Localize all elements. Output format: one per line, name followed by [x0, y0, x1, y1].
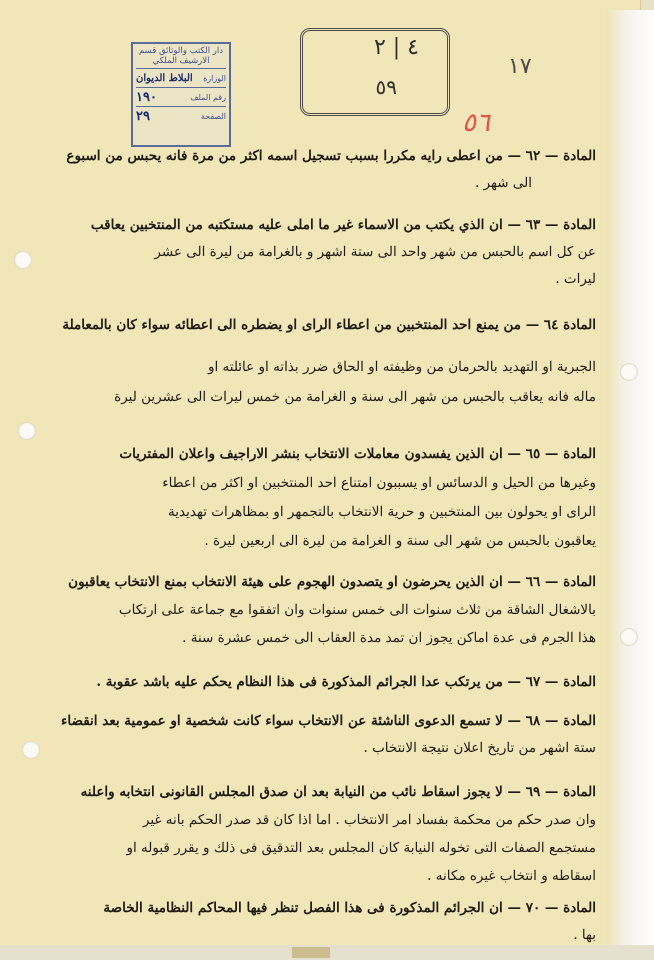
article-line: المادة — ٦٥ — ان الذين يفسدون معاملات الانتخاب بنشر الاراجيف واعلان المفتريات [119, 446, 596, 462]
article-line: ستة اشهر من تاريخ اعلان نتيجة الانتخاب . [363, 740, 596, 756]
article-66 [36, 568, 596, 652]
article-line: مستجمع الصفات التى تخوله النيابة كان المجلس بعد التدقيق فى ذلك و يقرر قبوله او [126, 840, 596, 856]
article-line: وان صدر حكم من محكمة بفساد امر الانتخاب . اما اذا كان قد صدر الحكم بانه غير [142, 812, 596, 828]
archive-stamp [131, 42, 231, 147]
article-67 [36, 669, 596, 696]
bottom-strip [0, 945, 654, 960]
article-line: المادة — ٦٨ — لا تسمع الدعوى الناشئة عن الانتخاب سواء كانت شخصية او عمومية بعد انقضاء [61, 713, 596, 729]
stamp-value: ١٩٠ [136, 89, 157, 105]
article-69 [36, 778, 596, 890]
article-65 [36, 440, 596, 556]
stamp-label: الصفحة [200, 111, 226, 121]
article-68 [36, 708, 596, 762]
article-64 [36, 310, 596, 412]
punch-hole [18, 422, 36, 440]
article-line: الراى او يحولون بين المنتخبين و حرية الانتخاب بالتجمهر او بمظاهرات تهديدية [168, 504, 596, 520]
article-line: وغيرها من الحيل و الدسائس او يسببون امتناع احد المنتخبين او اكثر من اعطاء [162, 475, 596, 491]
article-line: المادة — ٧٠ — ان الجرائم المذكورة فى هذا الفصل تنظر فيها المحاكم النظامية الخاصة [103, 900, 596, 916]
article-line: المادة — ٦٣ — ان الذي يكتب من الاسماء غير ما املى عليه مستكتبه من المنتخبين يعاقب [90, 217, 596, 233]
article-line: الى شهر . [475, 175, 532, 191]
article-line: عن كل اسم بالحبس من شهر واحد الى ستة اشهر و بالغرامة من ليرة الى عشر [154, 244, 596, 260]
article-70 [36, 895, 596, 949]
stamp-value: البلاط الديوان [136, 72, 193, 84]
archive-stamp-row [136, 88, 226, 107]
article-line: المادة — ٦٦ — ان الذين يحرضون او يتصدون الهجوم على هيئة الانتخاب بمنع الانتخاب يعاقبون [68, 574, 596, 590]
page-edge [606, 10, 654, 960]
red-page-number: ٥٦ [462, 108, 490, 138]
article-line: المادة — ٦٩ — لا يجوز اسقاط نائب من النيابة بعد ان صدق المجلس القانونى انتخابه واعلنه [80, 784, 596, 800]
reference-stamp [300, 28, 450, 116]
stamp-label: رقم الملف [190, 92, 226, 102]
article-line: الجبرية او التهديد بالحرمان من وظيفته او الحاق ضرر بذاته او عائلته او [207, 359, 596, 375]
article-62 [36, 143, 596, 197]
stamp-label: الوزارة [203, 73, 226, 83]
article-line: اسقاطه و انتخاب غيره مكانه . [427, 868, 596, 884]
reference-stamp-top: ٤ | ٢ [373, 35, 419, 60]
punch-hole [14, 251, 32, 269]
punch-hole [620, 363, 638, 381]
article-line: المادة — ٦٢ — من اعطى رايه مكررا بسبب تسجيل اسمه اكثر من مرة فانه يحبس من اسبوع [66, 148, 596, 164]
article-line: المادة ٦٤ — من يمنع احد المنتخبين من اعطاء الراى او يضطره الى اعطائه سواء كان بالمعاملة [62, 317, 596, 333]
thumbnail [292, 947, 330, 958]
article-63 [36, 212, 596, 293]
article-line: المادة — ٦٧ — من يرتكب عدا الجرائم المذكورة فى هذا النظام يحكم عليه باشد عقوبة . [96, 674, 596, 690]
archive-stamp-row [136, 69, 226, 88]
folio-number: ١٧ [508, 54, 532, 79]
archive-stamp-header: دار الكتب والوثائق قسم الارشيف الملكي [136, 46, 226, 69]
article-line: بالاشغال الشاقة من ثلاث سنوات الى خمس سنوات وان اتفقوا مع جماعة على ارتكاب [118, 602, 596, 618]
reference-stamp-bottom: ٥٩ [375, 75, 397, 99]
punch-hole [620, 628, 638, 646]
article-line: ليرات . [555, 271, 596, 287]
article-line: يعاقبون بالحبس من شهر الى سنة و الغرامة من ليرة الى اربعين ليرة . [204, 533, 596, 549]
stamp-value: ٢٩ [136, 108, 150, 124]
article-line: هذا الجرم فى عدة اماكن يجوز ان تمد مدة العقاب الى خمس عشرة سنة . [182, 630, 596, 646]
article-line: ماله فانه يعاقب بالحبس من شهر الى سنة و الغرامة من خمس ليرات الى عشرين ليرة [114, 389, 596, 405]
article-line: بها . [573, 927, 596, 943]
archive-stamp-row [136, 107, 226, 125]
